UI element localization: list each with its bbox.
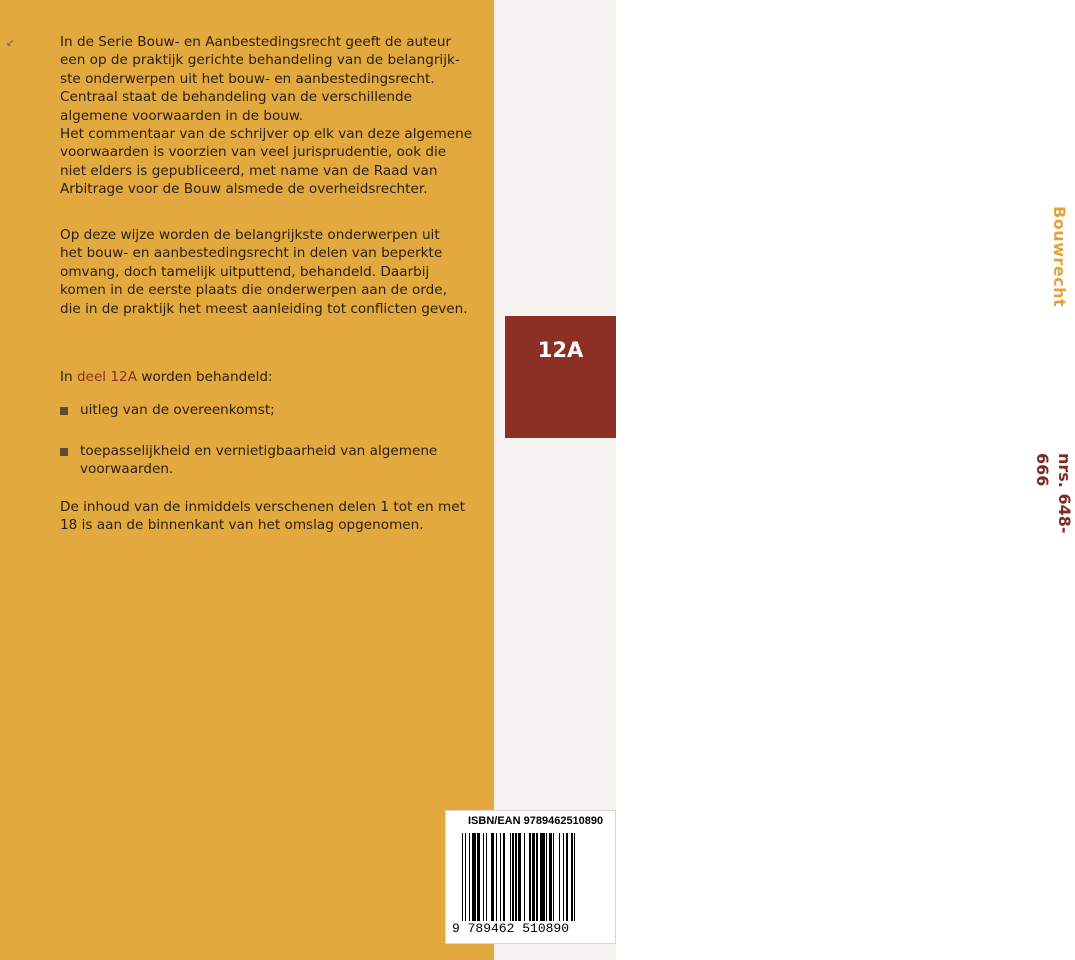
barcode-bar	[571, 833, 572, 921]
closing-paragraph	[60, 498, 480, 535]
intro-prefix: In	[60, 369, 77, 385]
volume-number: 12A	[537, 338, 584, 362]
series-label: Bouwrecht	[1050, 206, 1069, 308]
barcode-bar	[500, 833, 501, 921]
paragraph-line: niet elders is gepubliceerd, met name van de Raad van	[60, 162, 438, 179]
barcode-label	[445, 810, 616, 944]
paragraph-line: het bouw- en aanbestedingsrecht in delen van beperkte	[60, 245, 443, 262]
barcode-bar	[566, 833, 569, 921]
topic-list-item	[60, 442, 480, 479]
paragraph-line: een op de praktijk gerichte behandeling van de belangrijk-	[60, 52, 460, 69]
paragraph-line: komen in de eerste plaats die onderwerpen aan de orde,	[60, 282, 447, 299]
barcode-bars	[462, 833, 617, 921]
barcode-bar	[496, 833, 497, 921]
volume-intro	[60, 368, 480, 386]
barcode-bar	[472, 833, 476, 921]
corner-mark: ↙	[6, 38, 15, 49]
barcode-bar	[491, 833, 494, 921]
barcode-bar	[536, 833, 537, 921]
paragraph-line: Het commentaar van de schrijver op elk van deze algemene	[60, 126, 473, 143]
barcode-bar	[483, 833, 484, 921]
topic-text: toepasselijkheid en vernietigbaarheid van algemene voorwaarden.	[80, 443, 438, 478]
description-paragraph-1	[60, 33, 480, 199]
paragraph-line: ste onderwerpen uit het bouw- en aanbestedingsrecht.	[60, 70, 435, 87]
barcode-bar	[546, 833, 547, 921]
barcode-bar	[524, 833, 525, 921]
volume-highlight: deel 12A	[76, 369, 138, 385]
barcode-bar	[486, 833, 487, 921]
volume-band	[505, 316, 616, 438]
paragraph-line: algemene voorwaarden in de bouw.	[60, 107, 304, 124]
barcode-bar	[515, 833, 516, 921]
paragraph-line: omvang, doch tamelijk uitputtend, behandeld. Daarbij	[60, 263, 430, 280]
barcode-bar	[574, 833, 575, 921]
barcode-bar	[563, 833, 564, 921]
barcode-bar	[532, 833, 535, 921]
isbn-text: ISBN/EAN 9789462510890	[468, 815, 604, 827]
topic-text: uitleg van de overeenkomst;	[80, 402, 275, 418]
barcode-bar	[540, 833, 544, 921]
barcode-bar	[559, 833, 560, 921]
barcode-bar	[518, 833, 521, 921]
paragraph-line: die in de praktijk het meest aanleiding tot conflicten geven.	[60, 300, 468, 317]
paragraph-line: Centraal staat de behandeling van de verschillende	[60, 89, 412, 106]
barcode-bar	[529, 833, 530, 921]
back-cover-panel	[0, 0, 494, 960]
barcode-bar	[512, 833, 513, 921]
square-bullet-icon	[60, 407, 68, 415]
paragraph-line: Arbitrage voor de Bouw alsmede de overheidsrechter.	[60, 181, 428, 198]
barcode-bar	[462, 833, 463, 921]
intro-suffix: worden behandeld:	[137, 369, 273, 385]
topic-list-item	[60, 401, 480, 419]
barcode-bar	[510, 833, 511, 921]
closing-text: De inhoud van de inmiddels verschenen delen 1 tot en met 18 is aan de binnenkant van het omslag opgenomen.	[60, 499, 465, 534]
square-bullet-icon	[60, 448, 68, 456]
barcode-bar	[469, 833, 470, 921]
barcode-digits: 9 789462 510890	[452, 921, 570, 936]
barcode-bar	[553, 833, 554, 921]
paragraph-line: voorwaarden is voorzien van veel jurisprudentie, ook die	[60, 144, 447, 161]
barcode-bar	[465, 833, 466, 921]
barcode-bar	[477, 833, 480, 921]
description-paragraph-2	[60, 226, 480, 318]
paragraph-line: In de Serie Bouw- en Aanbestedingsrecht geeft de auteur	[60, 34, 452, 50]
paragraph-line: Op deze wijze worden de belangrijkste onderwerpen uit	[60, 227, 440, 243]
numbers-label: nrs. 648-666	[1033, 453, 1074, 534]
barcode-bar	[503, 833, 506, 921]
volume-intro-line	[60, 368, 480, 386]
barcode-bar	[549, 833, 552, 921]
